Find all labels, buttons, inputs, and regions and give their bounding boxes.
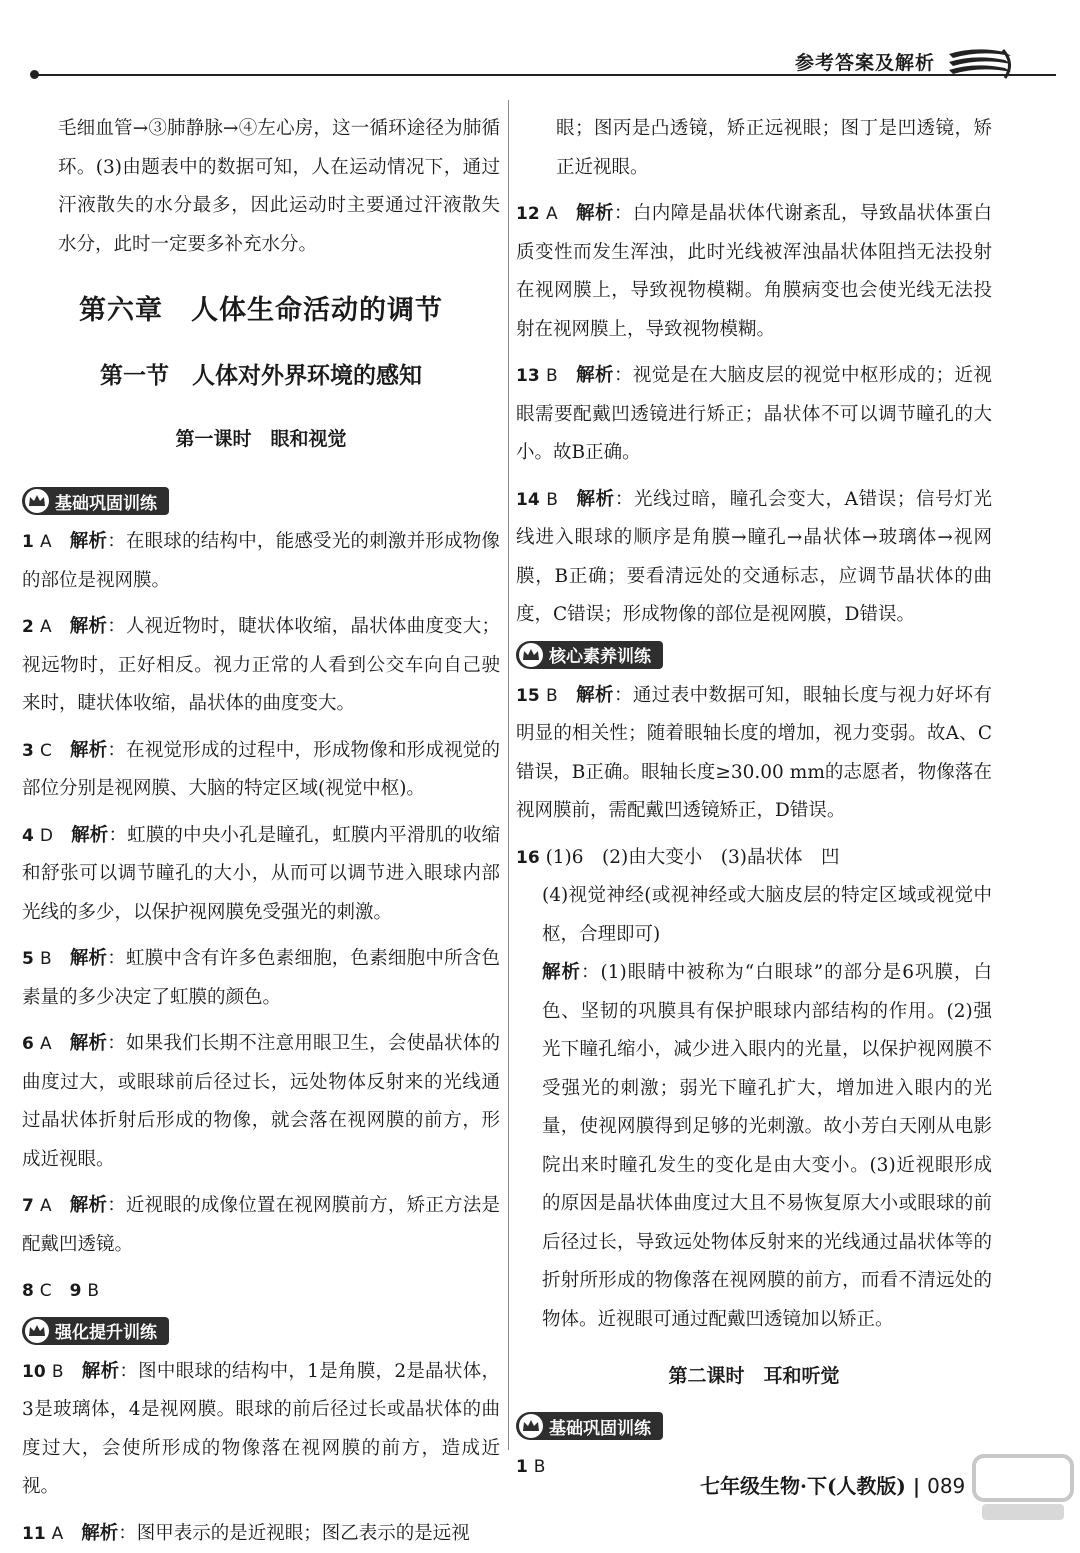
badge-basic-training [22, 487, 169, 515]
analysis-label: 解析 [71, 825, 108, 846]
continued-text: 眼；图丙是凸透镜，矫正远视眼；图丁是凹透镜，矫正近视眼。 [516, 110, 992, 187]
crown-icon [519, 1414, 543, 1438]
footer-separator: | [906, 1474, 927, 1498]
question-number: 9 [70, 1281, 82, 1301]
answer-letter: A [546, 204, 558, 224]
question-number: 11 [22, 1524, 46, 1544]
analysis-text: ：在眼球的结构中，能感受光的刺激并形成物像的部位是视网膜。 [22, 531, 500, 591]
page-footer [700, 1470, 965, 1499]
badge-label: 强化提升训练 [55, 1318, 157, 1343]
analysis-text: ：如果我们长期不注意用眼卫生，会使晶状体的曲度过大，或眼球前后径过长，远处物体反射来的光线通过晶状体折射后形成的物像，就会落在视网膜的前方，形成近视眼。 [22, 1033, 500, 1170]
analysis-text: ：虹膜中含有许多色素细胞，色素细胞中所含色素量的多少决定了虹膜的颜色。 [22, 948, 500, 1008]
answer-item-15 [516, 677, 992, 831]
answer-item-6 [22, 1025, 500, 1179]
book-title: 七年级生物·下(人教版) [700, 1474, 906, 1498]
badge-label: 基础巩固训练 [55, 489, 157, 514]
answer-letter: A [40, 1196, 52, 1216]
analysis-label: 解析 [70, 740, 108, 761]
left-column [22, 110, 500, 1553]
answer-item-8-9 [22, 1272, 500, 1311]
question-number: 5 [22, 949, 34, 969]
analysis-text: ：通过表中数据可知，眼轴长度与视力好坏有明显的相关性；随着眼轴长度的增加，视力变弱。故A、C错误，B正确。眼轴长度≥30.00 mm的志愿者，物像落在视网膜前，需配戴凹透镜矫正，D错误。 [516, 685, 992, 822]
analysis-text: ：在视觉形成的过程中，形成物像和形成视觉的部位分别是视网膜、大脑的特定区域(视觉中枢)。 [22, 740, 500, 800]
answer-item-1 [22, 523, 500, 600]
answer-letter: A [40, 617, 52, 637]
answer-item-12 [516, 195, 992, 349]
answer-letter: C [40, 1281, 52, 1301]
answer-letter: A [52, 1524, 64, 1544]
continued-text: 毛细血管→③肺静脉→④左心房，这一循环途径为肺循环。(3)由题表中的数据可知，人在运动情况下，通过汗液散失的水分最多，因此运动时主要通过汗液散失水分，此时一定要多补充水分。 [22, 110, 500, 264]
analysis-text: ：视觉是在大脑皮层的视觉中枢形成的；近视眼需要配戴凹透镜进行矫正；晶状体不可以调节瞳孔的大小。故B正确。 [516, 365, 992, 463]
question-number: 16 [516, 848, 540, 868]
answer-item-5 [22, 940, 500, 1017]
answer-letter: B [546, 366, 558, 386]
question-number: 12 [516, 204, 540, 224]
analysis-label: 解析 [70, 1195, 108, 1216]
analysis-label: 解析 [576, 685, 614, 706]
analysis-label: 解析 [82, 1361, 120, 1382]
answer-item-4 [22, 817, 500, 933]
answer-item-2 [22, 608, 500, 724]
crown-icon [25, 1319, 49, 1343]
analysis-text: ：图中眼球的结构中，1是角膜，2是晶状体，3是玻璃体，4是视网膜。眼球的前后径过长或晶状体的曲度过大，会使所形成的物像落在视网膜的前方，造成近视。 [22, 1361, 500, 1498]
question-number: 7 [22, 1196, 34, 1216]
analysis-label: 解析 [576, 365, 614, 386]
question-number: 14 [516, 490, 540, 510]
question-number: 13 [516, 366, 540, 386]
analysis-label: 解析 [70, 948, 108, 969]
page-header [30, 40, 1060, 100]
answer-item-16-part4: (4)视觉神经(或视神经或大脑皮层的特定区域或视觉中枢，合理即可) [516, 877, 992, 954]
badge-basic-training-2 [516, 1412, 663, 1440]
answer-letter: B [534, 1457, 546, 1477]
answer-letter: B [52, 1362, 64, 1382]
section-title: 第一节 人体对外界环境的感知 [22, 357, 500, 390]
book-stack-icon [945, 46, 1017, 82]
column-divider [508, 100, 509, 1450]
analysis-label: 解析 [542, 962, 581, 983]
analysis-label: 解析 [81, 1523, 118, 1544]
crown-icon [25, 489, 49, 513]
answer-letter: C [40, 741, 52, 761]
question-number: 8 [22, 1281, 34, 1301]
analysis-label: 解析 [70, 1033, 108, 1054]
answer-letter: B [546, 686, 558, 706]
badge-advanced-training [22, 1317, 169, 1345]
answer-letter: B [546, 490, 558, 510]
analysis-text: ：光线过暗，瞳孔会变大，A错误；信号灯光线进入眼球的顺序是角膜→瞳孔→晶状体→玻璃体→视网膜，B正确；要看清远处的交通标志，应调节晶状体的曲度，C错误；形成物像的部位是视网膜，D错误。 [516, 489, 992, 626]
analysis-label: 解析 [576, 203, 614, 224]
page-number: 089 [927, 1474, 965, 1498]
badge-label: 基础巩固训练 [549, 1414, 651, 1439]
answer-letter: B [87, 1281, 99, 1301]
analysis-text: ：白内障是晶状体代谢紊乱，导致晶状体蛋白质变性而发生浑浊，此时光线被浑浊晶状体阻挡无法投射在视网膜上，导致视物模糊。角膜病变也会使光线无法投射在视网膜上，导致视物模糊。 [516, 203, 992, 340]
answer-item-14 [516, 481, 992, 635]
question-number: 1 [516, 1457, 528, 1477]
answer-item-11 [22, 1515, 500, 1553]
question-number: 10 [22, 1362, 46, 1382]
answer-letter: B [40, 949, 52, 969]
badge-core-literacy-training [516, 641, 663, 669]
question-number: 6 [22, 1034, 34, 1054]
badge-label: 核心素养训练 [549, 642, 651, 667]
question-number: 4 [22, 826, 34, 846]
answer-text: (1)6 (2)由大变小 (3)晶状体 凹 [546, 847, 840, 868]
answer-item-7 [22, 1187, 500, 1264]
analysis-text: ：近视眼的成像位置在视网膜前方，矫正方法是配戴凹透镜。 [22, 1195, 500, 1255]
answer-item-16-analysis [516, 954, 992, 1339]
question-number: 2 [22, 617, 34, 637]
answer-item-16 [516, 839, 992, 878]
analysis-label: 解析 [70, 531, 108, 552]
chapter-title: 第六章 人体生命活动的调节 [22, 288, 500, 327]
answer-item-3 [22, 732, 500, 809]
analysis-text: ：人视近物时，睫状体收缩，晶状体曲度变大；视远物时，正好相反。视力正常的人看到公交车向自己驶来时，睫状体收缩，晶状体的曲度变大。 [22, 616, 500, 714]
analysis-text: ：虹膜的中央小孔是瞳孔，虹膜内平滑肌的收缩和舒张可以调节瞳孔的大小，从而可以调节进入眼球内部光线的多少，以保护视网膜免受强光的刺激。 [22, 825, 500, 923]
analysis-label: 解析 [70, 616, 108, 637]
watermark-logo [968, 1448, 1078, 1528]
answer-letter: D [40, 826, 53, 846]
answer-item-13 [516, 357, 992, 473]
right-column [516, 110, 992, 1487]
answer-letter: A [40, 1034, 52, 1054]
lesson-title: 第一课时 眼和视觉 [22, 424, 500, 451]
analysis-text: ：(1)眼睛中被称为“白眼球”的部分是6巩膜，白色、坚韧的巩膜具有保护眼球内部结构的作用。(2)强光下瞳孔缩小，减少进入眼内的光量，以保护视网膜不受强光的刺激；弱光下瞳孔扩大，增加进入眼内的光量，使视网膜得到足够的光刺激。故小芳白天刚从电影院出来时瞳孔发生的变化是由大变小。(3)近视眼形成的原因是晶状体曲度过大且不易恢复原大小或眼球的前后径过长，导致远处物体反射来的光线通过晶状体等的折射所形成的物像落在视网膜的前方，而看不清远处的物体。近视眼可通过配戴凹透镜加以矫正。 [542, 962, 992, 1330]
answer-item-10 [22, 1353, 500, 1507]
question-number: 1 [22, 532, 34, 552]
question-number: 15 [516, 686, 540, 706]
answer-letter: A [40, 532, 52, 552]
analysis-text: ：图甲表示的是近视眼；图乙表示的是远视 [118, 1523, 470, 1544]
lesson-title-2: 第二课时 耳和听觉 [516, 1361, 992, 1388]
analysis-label: 解析 [576, 489, 615, 510]
question-number: 3 [22, 741, 34, 761]
header-title: 参考答案及解析 [795, 48, 935, 75]
crown-icon [519, 643, 543, 667]
